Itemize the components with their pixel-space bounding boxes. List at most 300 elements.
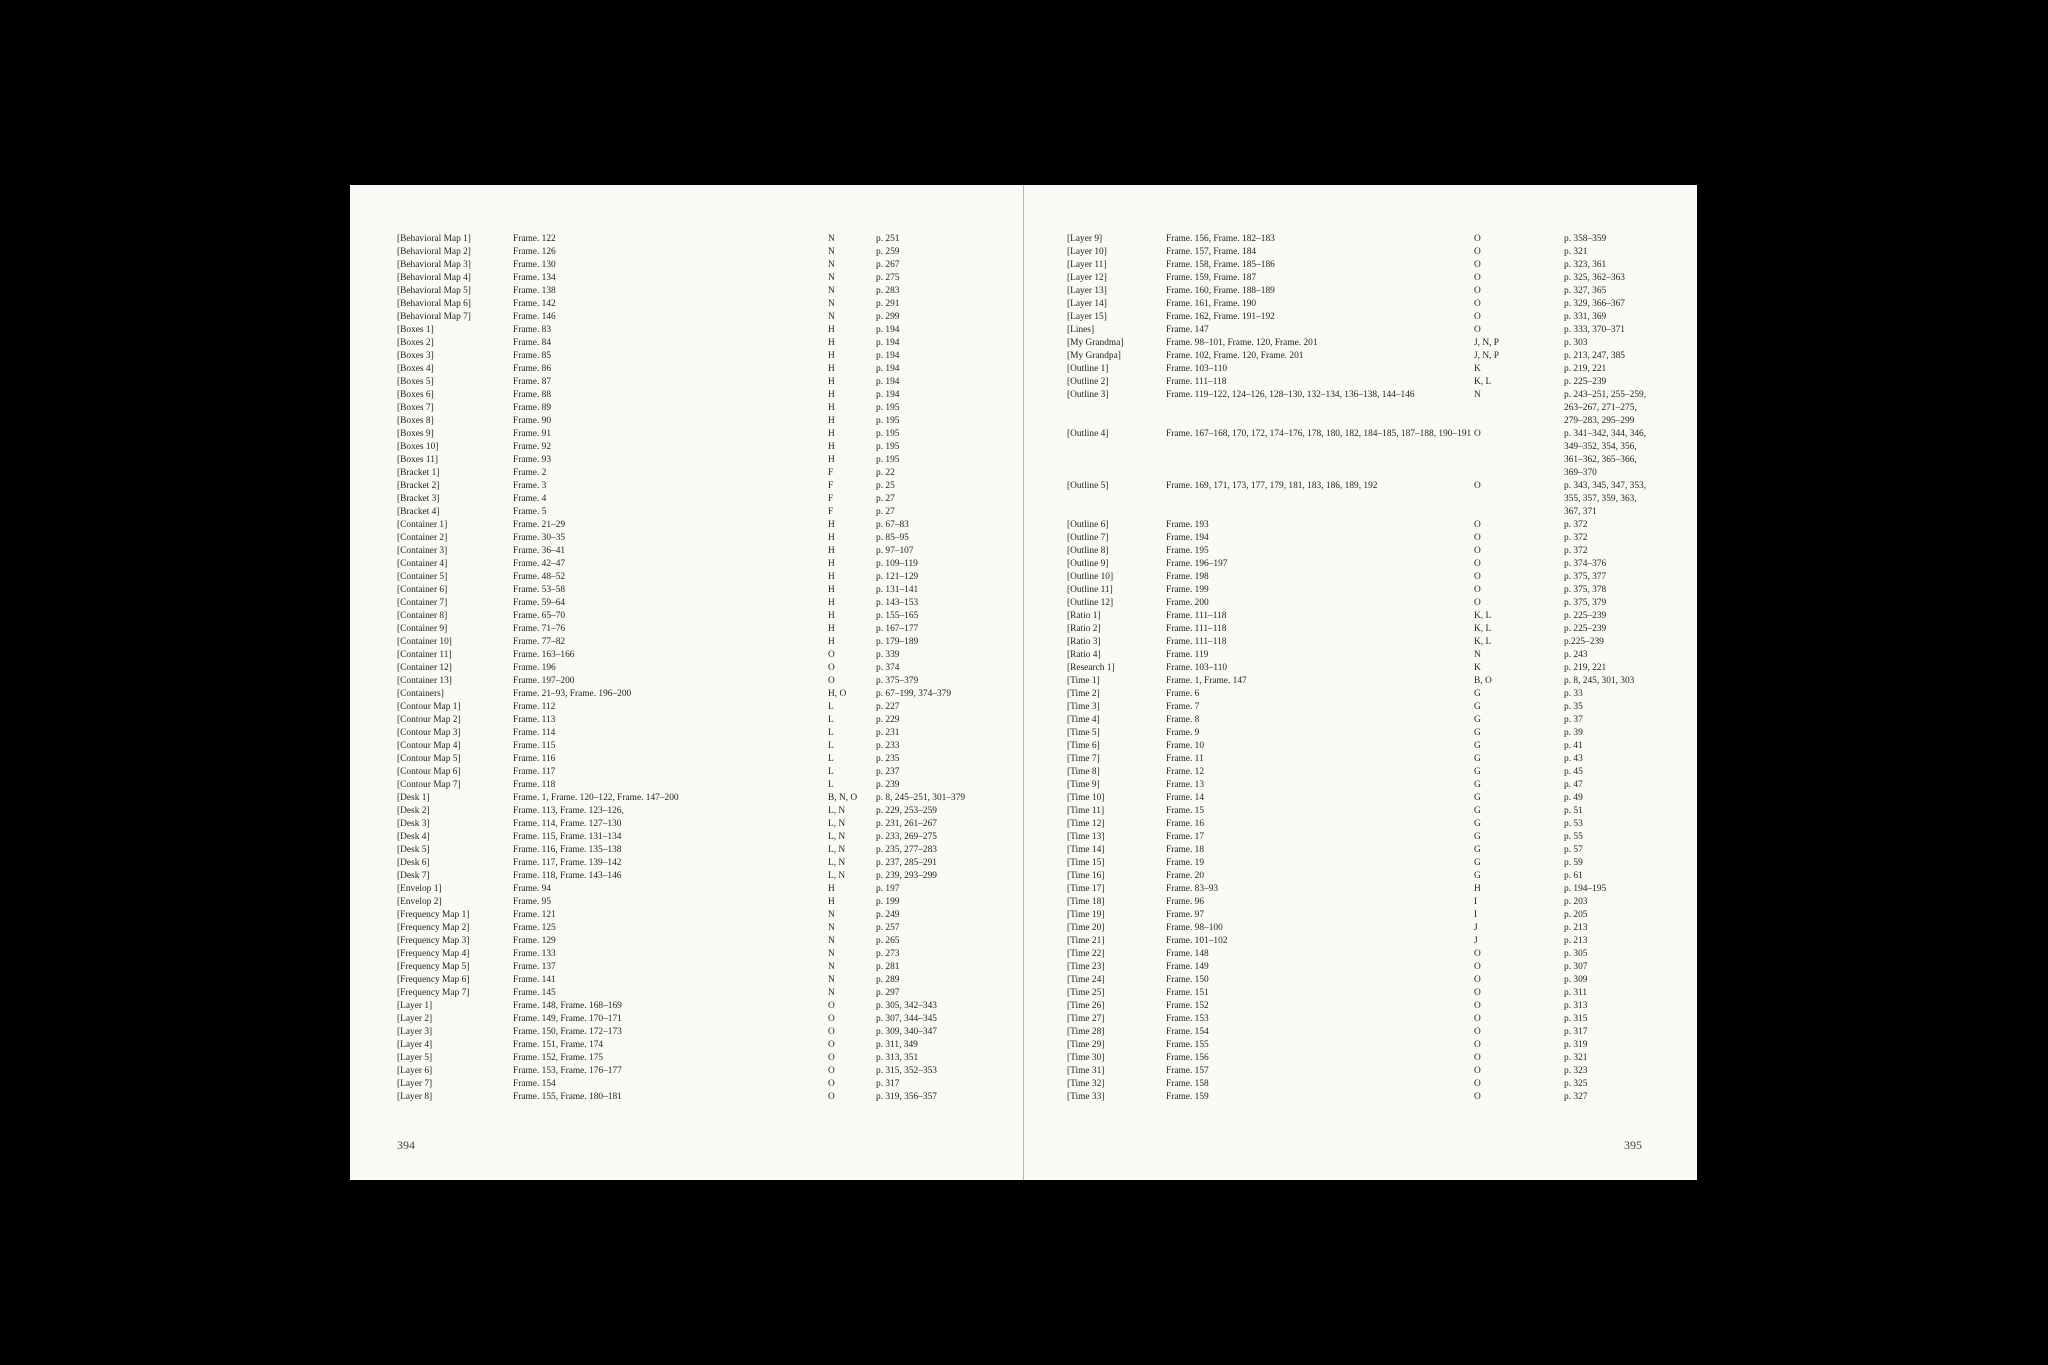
entry-pages: p. 329, 366–367: [1564, 299, 1625, 309]
index-entry: [350, 818, 1023, 831]
index-entry: [350, 701, 1023, 714]
index-entry: [350, 714, 1023, 727]
index-entry: [350, 688, 1023, 701]
index-entry: [1024, 246, 1697, 259]
entry-pages: p. 53: [1564, 819, 1583, 829]
entry-pages: p. 199: [876, 897, 900, 907]
index-entry: [350, 831, 1023, 844]
entry-code: G: [1474, 728, 1481, 738]
entry-pages: p. 194: [876, 351, 900, 361]
entry-frame: Frame. 167–168, 170, 172, 174–176, 178, 180, 182, 184–185, 187–188, 190–191: [1166, 429, 1472, 439]
entry-pages: p. 307, 344–345: [876, 1014, 937, 1024]
entry-name: [Boxes 6]: [397, 390, 434, 400]
entry-name: [Bracket 4]: [397, 507, 440, 517]
entry-frame: Frame. 18: [1166, 845, 1205, 855]
index-entry: [1024, 831, 1697, 844]
entry-name: [Layer 14]: [1067, 299, 1107, 309]
entry-pages: p. 325, 362–363: [1564, 273, 1625, 283]
entry-name: [Container 5]: [397, 572, 448, 582]
entry-pages: p. 375, 379: [1564, 598, 1607, 608]
entry-frame: Frame. 8: [1166, 715, 1200, 725]
entry-frame: Frame. 159, Frame. 187: [1166, 273, 1257, 283]
entry-code: O: [1474, 481, 1481, 491]
entry-frame: Frame. 152: [1166, 1001, 1209, 1011]
entry-name: [Outline 5]: [1067, 481, 1109, 491]
entry-pages: p. 372: [1564, 546, 1588, 556]
entry-frame: Frame. 158: [1166, 1079, 1209, 1089]
entry-pages: p. 239, 293–299: [876, 871, 937, 881]
entry-code: O: [1474, 429, 1481, 439]
entry-name: [Behavioral Map 2]: [397, 247, 471, 257]
entry-pages: p. 167–177: [876, 624, 919, 634]
entry-frame: Frame. 14: [1166, 793, 1205, 803]
entry-name: [Frequency Map 4]: [397, 949, 470, 959]
index-entry: [1024, 714, 1697, 727]
index-entry: [1024, 792, 1697, 805]
entry-name: [Contour Map 6]: [397, 767, 461, 777]
entry-pages: p. 219, 221: [1564, 364, 1607, 374]
entry-name: [Time 24]: [1067, 975, 1105, 985]
entry-pages: p. 297: [876, 988, 900, 998]
index-entry: [1024, 870, 1697, 883]
entry-name: [Container 8]: [397, 611, 448, 621]
entry-name: [Container 12]: [397, 663, 452, 673]
entry-name: [Container 7]: [397, 598, 448, 608]
entry-pages: p. 239: [876, 780, 900, 790]
entry-frame: Frame. 10: [1166, 741, 1205, 751]
index-entries-left: [350, 233, 1023, 1104]
index-entry: [350, 480, 1023, 493]
entry-code: N: [828, 988, 835, 998]
index-entry: [1024, 818, 1697, 831]
entry-pages: p. 325: [1564, 1079, 1588, 1089]
entry-pages: p. 375–379: [876, 676, 919, 686]
entry-code: O: [828, 1066, 835, 1076]
index-entry: [1024, 610, 1697, 623]
entry-frame: Frame. 20: [1166, 871, 1205, 881]
index-entry: [1024, 389, 1697, 428]
entry-pages: p. 289: [876, 975, 900, 985]
entry-frame: Frame. 148: [1166, 949, 1209, 959]
index-entry: [1024, 727, 1697, 740]
entry-pages: p. 315: [1564, 1014, 1588, 1024]
entry-pages: p. 225–239: [1564, 611, 1607, 621]
entry-frame: Frame. 59–64: [513, 598, 566, 608]
index-entry: [350, 532, 1023, 545]
entry-code: H: [828, 884, 835, 894]
entry-code: H: [828, 429, 835, 439]
entry-code: O: [1474, 1053, 1481, 1063]
entry-name: [Time 19]: [1067, 910, 1105, 920]
entry-pages: p. 375, 377: [1564, 572, 1607, 582]
index-entry: [350, 337, 1023, 350]
index-entry: [350, 1091, 1023, 1104]
index-entry: [1024, 558, 1697, 571]
entry-pages: p. 225–239: [1564, 624, 1607, 634]
entry-pages: p. 195: [876, 455, 900, 465]
entry-pages: p. 203: [1564, 897, 1588, 907]
index-entry: [350, 415, 1023, 428]
index-entry: [350, 987, 1023, 1000]
entry-frame: Frame. 83: [513, 325, 552, 335]
entry-code: B, O: [1474, 676, 1492, 686]
entry-frame: Frame. 118: [513, 780, 556, 790]
entry-pages: p. 317: [876, 1079, 900, 1089]
entry-name: [Desk 3]: [397, 819, 430, 829]
entry-name: [Bracket 1]: [397, 468, 440, 478]
entry-code: O: [1474, 988, 1481, 998]
entry-code: G: [1474, 715, 1481, 725]
entry-code: N: [828, 910, 835, 920]
index-entry: [350, 545, 1023, 558]
entry-name: [Time 7]: [1067, 754, 1100, 764]
entry-code: N: [828, 962, 835, 972]
entry-frame: Frame. 161, Frame. 190: [1166, 299, 1257, 309]
entry-name: [Frequency Map 6]: [397, 975, 470, 985]
index-entry: [350, 1013, 1023, 1026]
entry-name: [Desk 2]: [397, 806, 430, 816]
index-entry: [350, 974, 1023, 987]
entry-code: O: [1474, 286, 1481, 296]
entry-frame: Frame. 149: [1166, 962, 1209, 972]
entry-name: [Layer 10]: [1067, 247, 1107, 257]
index-entry: [350, 766, 1023, 779]
entry-pages: p. 259: [876, 247, 900, 257]
index-entry: [1024, 935, 1697, 948]
entry-pages: p. 372: [1564, 520, 1588, 530]
entry-frame: Frame. 16: [1166, 819, 1205, 829]
index-entry: [350, 571, 1023, 584]
entry-code: G: [1474, 793, 1481, 803]
entry-code: H: [828, 351, 835, 361]
entry-pages: p. 195: [876, 429, 900, 439]
entry-name: [Time 14]: [1067, 845, 1105, 855]
entry-pages: p. 327, 365: [1564, 286, 1607, 296]
entry-pages: p. 323, 361: [1564, 260, 1607, 270]
index-entry: [1024, 857, 1697, 870]
entry-name: [Time 18]: [1067, 897, 1105, 907]
entry-name: [Container 13]: [397, 676, 452, 686]
index-entry: [350, 649, 1023, 662]
entry-code: H, O: [828, 689, 847, 699]
index-entry: [1024, 584, 1697, 597]
index-entry: [350, 519, 1023, 532]
entry-pages: p. 313, 351: [876, 1053, 919, 1063]
entry-pages: p. 213, 247, 385: [1564, 351, 1625, 361]
entry-pages: p. 281: [876, 962, 900, 972]
index-entry: [350, 805, 1023, 818]
entry-frame: Frame. 1, Frame. 147: [1166, 676, 1247, 686]
index-entry: [1024, 480, 1697, 519]
entry-frame: Frame. 155: [1166, 1040, 1209, 1050]
entry-code: G: [1474, 832, 1481, 842]
index-entry: [350, 259, 1023, 272]
entry-frame: Frame. 125: [513, 923, 556, 933]
entry-name: [Time 17]: [1067, 884, 1105, 894]
entry-pages: p. 307: [1564, 962, 1588, 972]
entry-pages: p. 41: [1564, 741, 1583, 751]
entry-pages: p. 131–141: [876, 585, 919, 595]
entry-code: H: [828, 403, 835, 413]
entry-pages: p. 197: [876, 884, 900, 894]
index-entry: [1024, 987, 1697, 1000]
entry-frame: Frame. 150, Frame. 172–173: [513, 1027, 622, 1037]
entry-code: K, L: [1474, 377, 1492, 387]
entry-pages: p. 37: [1564, 715, 1583, 725]
entry-code: B, N, O: [828, 793, 858, 803]
entry-frame: Frame. 30–35: [513, 533, 566, 543]
entry-code: K, L: [1474, 637, 1492, 647]
entry-pages: p. 339: [876, 650, 900, 660]
entry-frame: Frame. 121: [513, 910, 556, 920]
index-entry: [350, 870, 1023, 883]
index-entry: [1024, 649, 1697, 662]
entry-pages: p. 275: [876, 273, 900, 283]
entry-frame: Frame. 65–70: [513, 611, 566, 621]
entry-code: N: [828, 949, 835, 959]
entry-name: [Ratio 2]: [1067, 624, 1101, 634]
entry-frame: Frame. 93: [513, 455, 552, 465]
entry-code: O: [1474, 1066, 1481, 1076]
index-entry: [1024, 623, 1697, 636]
entry-code: O: [1474, 260, 1481, 270]
entry-pages: p. 8, 245–251, 301–379: [876, 793, 966, 803]
entry-code: O: [1474, 234, 1481, 244]
entry-code: N: [828, 312, 835, 322]
entry-pages: p. 231: [876, 728, 900, 738]
entry-name: [Research 1]: [1067, 663, 1115, 673]
index-entry: [1024, 909, 1697, 922]
entry-pages: p. 27: [876, 494, 895, 504]
entry-name: [Boxes 10]: [397, 442, 439, 452]
entry-pages: p. 265: [876, 936, 900, 946]
entry-pages: p. 309, 340–347: [876, 1027, 937, 1037]
entry-frame: Frame. 151, Frame. 174: [513, 1040, 604, 1050]
entry-frame: Frame. 151: [1166, 988, 1209, 998]
index-entry: [350, 1000, 1023, 1013]
entry-pages: p. 219, 221: [1564, 663, 1607, 673]
right-page: [1024, 185, 1697, 1180]
entry-name: [Layer 12]: [1067, 273, 1107, 283]
entry-code: O: [828, 1014, 835, 1024]
entry-code: N: [1474, 650, 1481, 660]
entry-pages: p. 121–129: [876, 572, 919, 582]
index-entry: [1024, 805, 1697, 818]
entry-code: O: [828, 1027, 835, 1037]
entry-pages: p. 67–199, 374–379: [876, 689, 951, 699]
entry-frame: Frame. 118, Frame. 143–146: [513, 871, 622, 881]
index-entry: [1024, 324, 1697, 337]
entry-frame: Frame. 111–118: [1166, 611, 1227, 621]
entry-code: L: [828, 767, 834, 777]
entry-name: [Time 8]: [1067, 767, 1100, 777]
entry-name: [Layer 4]: [397, 1040, 433, 1050]
index-entry: [350, 454, 1023, 467]
entry-code: O: [1474, 559, 1481, 569]
entry-pages: p. 237, 285–291: [876, 858, 937, 868]
entry-pages: p. 311: [1564, 988, 1588, 998]
entry-pages: p. 213: [1564, 936, 1588, 946]
entry-name: [Time 20]: [1067, 923, 1105, 933]
entry-frame: Frame. 90: [513, 416, 552, 426]
entry-code: O: [1474, 1092, 1481, 1102]
entry-name: [Time 13]: [1067, 832, 1105, 842]
entry-code: G: [1474, 819, 1481, 829]
entry-name: [Boxes 3]: [397, 351, 434, 361]
entry-code: N: [828, 234, 835, 244]
entry-frame: Frame. 21–29: [513, 520, 566, 530]
entry-frame: Frame. 87: [513, 377, 552, 387]
left-page: [350, 185, 1023, 1180]
index-entry: [350, 675, 1023, 688]
entry-pages: p. 299: [876, 312, 900, 322]
entry-pages: p. 39: [1564, 728, 1583, 738]
entry-frame: Frame. 101–102: [1166, 936, 1228, 946]
entry-pages: p. 225–239: [1564, 377, 1607, 387]
entry-code: H: [828, 416, 835, 426]
index-entry: [1024, 233, 1697, 246]
entry-pages: p. 374–376: [1564, 559, 1607, 569]
entry-frame: Frame. 11: [1166, 754, 1204, 764]
entry-code: H: [828, 377, 835, 387]
entry-pages: p. 311, 349: [876, 1040, 918, 1050]
entry-name: [Frequency Map 7]: [397, 988, 470, 998]
entry-name: [Desk 6]: [397, 858, 430, 868]
entry-pages: p. 372: [1564, 533, 1588, 543]
entry-pages: p. 249: [876, 910, 900, 920]
entry-name: [Frequency Map 2]: [397, 923, 470, 933]
entry-name: [My Grandma]: [1067, 338, 1124, 348]
index-entry: [1024, 311, 1697, 324]
index-entry: [350, 402, 1023, 415]
index-entry: [350, 298, 1023, 311]
entry-code: O: [828, 676, 835, 686]
entry-name: [Outline 10]: [1067, 572, 1114, 582]
entry-frame: Frame. 111–118: [1166, 637, 1227, 647]
entry-name: [Ratio 1]: [1067, 611, 1101, 621]
entry-frame: Frame. 103–110: [1166, 364, 1228, 374]
index-entry: [1024, 545, 1697, 558]
entry-name: [Outline 1]: [1067, 364, 1109, 374]
entry-name: [Boxes 8]: [397, 416, 434, 426]
entry-frame: Frame. 97: [1166, 910, 1205, 920]
entry-name: [Frequency Map 1]: [397, 910, 470, 920]
entry-name: [Layer 6]: [397, 1066, 433, 1076]
entry-name: [Ratio 3]: [1067, 637, 1101, 647]
entry-pages: p. 283: [876, 286, 900, 296]
entry-frame: Frame. 122: [513, 234, 556, 244]
entry-name: [Bracket 3]: [397, 494, 440, 504]
index-entry: [1024, 1000, 1697, 1013]
book-spread: [350, 185, 1697, 1180]
entry-code: O: [828, 650, 835, 660]
entry-name: [Contour Map 5]: [397, 754, 461, 764]
entry-name: [Boxes 2]: [397, 338, 434, 348]
index-entry: [350, 623, 1023, 636]
entry-frame: Frame. 134: [513, 273, 556, 283]
index-entry: [350, 1039, 1023, 1052]
index-entry: [1024, 337, 1697, 350]
entry-code: H: [828, 598, 835, 608]
entry-name: [Time 31]: [1067, 1066, 1105, 1076]
index-entry: [1024, 298, 1697, 311]
entry-name: [Behavioral Map 7]: [397, 312, 471, 322]
entry-code: I: [1474, 897, 1478, 907]
index-entry: [350, 727, 1023, 740]
index-entry: [1024, 688, 1697, 701]
index-entry: [1024, 974, 1697, 987]
entry-code: I: [1474, 910, 1478, 920]
index-entry: [350, 935, 1023, 948]
index-entry: [1024, 740, 1697, 753]
entry-code: H: [828, 325, 835, 335]
index-entry: [1024, 636, 1697, 649]
entry-pages: p. 229, 253–259: [876, 806, 937, 816]
index-entry: [1024, 844, 1697, 857]
index-entry: [350, 844, 1023, 857]
entry-code: F: [828, 494, 834, 504]
entry-name: [Time 4]: [1067, 715, 1100, 725]
entry-pages: p. 303: [1564, 338, 1588, 348]
entry-code: L, N: [828, 845, 846, 855]
entry-name: [Contour Map 7]: [397, 780, 461, 790]
entry-name: [Frequency Map 3]: [397, 936, 470, 946]
entry-name: [Outline 3]: [1067, 390, 1109, 400]
entry-name: [Time 22]: [1067, 949, 1105, 959]
entry-name: [Outline 8]: [1067, 546, 1109, 556]
entry-pages: p. 333, 370–371: [1564, 325, 1625, 335]
entry-frame: Frame. 9: [1166, 728, 1200, 738]
index-entry: [350, 233, 1023, 246]
index-entries-right: [1024, 233, 1697, 1104]
entry-code: G: [1474, 806, 1481, 816]
entry-code: H: [828, 520, 835, 530]
entry-pages: p. 251: [876, 234, 900, 244]
entry-frame: Frame. 119: [1166, 650, 1209, 660]
index-entry: [1024, 922, 1697, 935]
index-entry: [350, 636, 1023, 649]
entry-frame: Frame. 53–58: [513, 585, 566, 595]
entry-frame: Frame. 153, Frame. 176–177: [513, 1066, 622, 1076]
entry-pages: p. 315, 352–353: [876, 1066, 937, 1076]
index-entry: [1024, 675, 1697, 688]
entry-pages: p. 267: [876, 260, 900, 270]
entry-frame: Frame. 88: [513, 390, 552, 400]
entry-frame: Frame. 48–52: [513, 572, 566, 582]
entry-code: O: [1474, 299, 1481, 309]
entry-name: [Time 6]: [1067, 741, 1100, 751]
entry-name: [Layer 8]: [397, 1092, 433, 1102]
entry-frame: Frame. 91: [513, 429, 552, 439]
entry-code: G: [1474, 845, 1481, 855]
entry-name: [Time 11]: [1067, 806, 1105, 816]
entry-pages: p. 57: [1564, 845, 1583, 855]
entry-frame: Frame. 157: [1166, 1066, 1209, 1076]
entry-frame: Frame. 19: [1166, 858, 1205, 868]
entry-frame: Frame. 12: [1166, 767, 1205, 777]
entry-code: K, L: [1474, 624, 1492, 634]
entry-frame: Frame. 198: [1166, 572, 1209, 582]
entry-name: [Time 15]: [1067, 858, 1105, 868]
entry-frame: Frame. 160, Frame. 188–189: [1166, 286, 1275, 296]
entry-code: K: [1474, 364, 1481, 374]
index-entry: [1024, 1065, 1697, 1078]
entry-name: [Outline 11]: [1067, 585, 1113, 595]
index-entry: [350, 558, 1023, 571]
entry-code: L: [828, 754, 834, 764]
entry-code: O: [828, 663, 835, 673]
entry-name: [Time 3]: [1067, 702, 1100, 712]
